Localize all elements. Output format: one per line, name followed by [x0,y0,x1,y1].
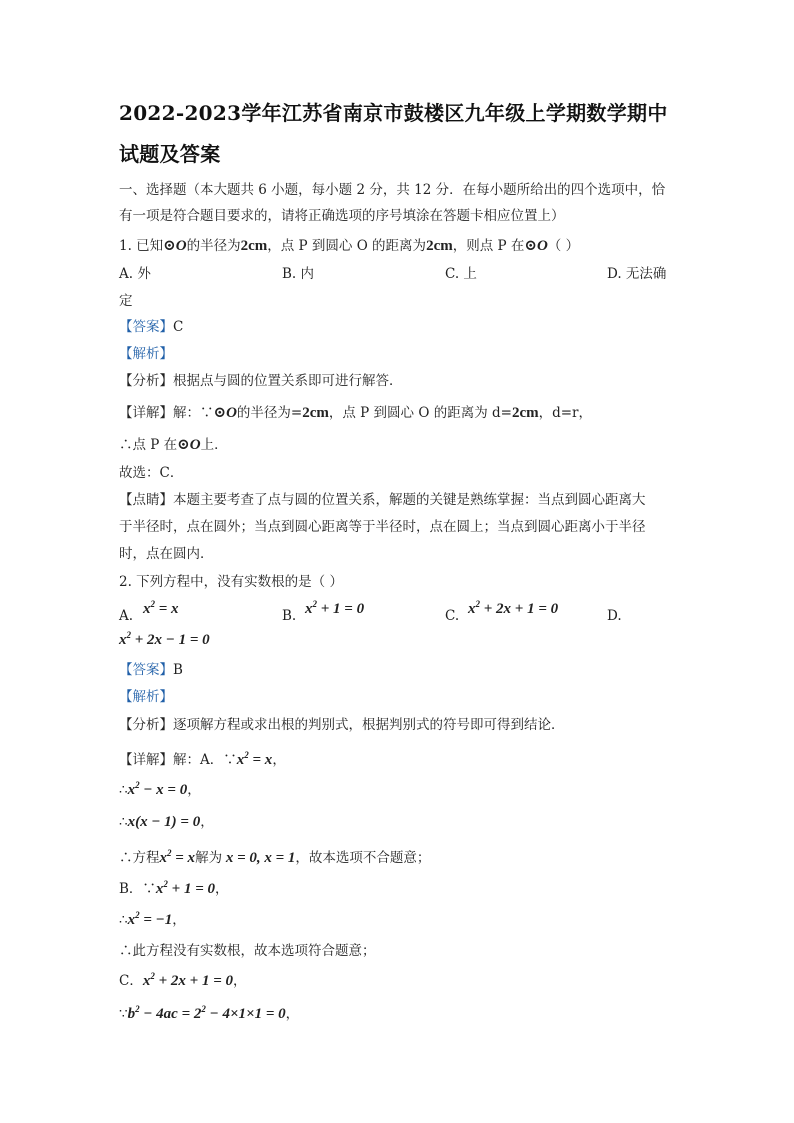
comma: ， [285,1006,300,1022]
q2-detail-a [119,751,286,769]
q2-step-3-a: ∴方程 [119,850,160,866]
answer-tag: 【答案】 [119,319,173,335]
comma: ， [215,881,229,897]
q2-detail-b-text: B．∵ [119,881,156,897]
q1-option-d-cont: 定 [119,293,133,309]
q1-detail-b: 的半径为= [236,405,303,421]
q1-note-line3: 时，点在圆内． [119,546,214,562]
dianjing-text: 本题主要考查了点与圆的位置关系，解题的关键是熟练掌握：当点到圆心距离大 [173,492,646,508]
q1-radius: 2cm [302,405,329,421]
q1-therefore-b: 上． [200,437,228,453]
q2-formula: $x^2 + 1 = 0$ [155,879,216,897]
q2-step-5: ∴此方程没有实数根，故本选项符合题意； [119,943,376,959]
q2-formula: $b^2 - 4ac = 2^2 - 4\times 1\times 1 = 0$ [127,1004,286,1022]
q2-analysis [119,716,565,734]
comma: ， [187,782,201,798]
q1-detail-a: 解：∵ [173,405,214,421]
fenxi-text: 逐项解方程或求出根的判别式，根据判别式的符号即可得到结论． [173,717,565,733]
dianjing-tag: 【点睛】 [119,492,173,508]
fenxi-tag: 【分析】 [119,373,173,389]
because-symbol: ∵ [119,1006,128,1022]
q2-formula: x(x − 1) = 0 [127,814,201,830]
q2-step-3 [119,849,430,867]
q2-answer [119,661,183,679]
answer-value: C [173,319,184,335]
jiexi-tag: 【解析】 [119,689,173,705]
q1-option-b: B. 内 [282,266,315,282]
q2-detail-a-text: 解：A．∵ [173,752,237,768]
q1-therefore-a: ∴点 P 在 [119,437,178,453]
section-heading-line1: 一、选择题（本大题共 6 小题，每小题 2 分，共 12 分．在每小题所给出的四个选项中，恰 [119,182,666,198]
q1-option-c: C. 上 [445,266,477,282]
q2-formula: $x^2 - x = 0$ [127,780,188,798]
q2-formula: $x^2 + 2x + 1 = 0$ [142,971,233,989]
fenxi-tag: 【分析】 [119,717,173,733]
q1-detail-c: ，点 P 到圆心 O 的距离为 d= [328,405,512,421]
q2-option-c-label: C. [445,608,460,624]
xiangjie-tag: 【详解】 [119,752,173,768]
answer-tag: 【答案】 [119,662,173,678]
q1-stem-b: 的半径为 [186,238,241,254]
q2-step-6 [119,1005,299,1023]
document-title-line2: 试题及答案 [119,142,221,166]
therefore-symbol: ∴ [119,912,128,928]
section-heading-line2: 有一项是符合题目要求的，请将正确选项的序号填涂在答题卡相应位置上） [119,208,565,224]
q1-distance: 2cm [426,238,453,254]
q2-option-d-label: D. [607,608,622,624]
comma: ， [172,912,186,928]
q1-choose: 故选：C． [119,465,184,481]
q1-option-a: A. 外 [119,266,151,282]
q1-detail-d: ，d=r， [538,405,593,421]
q2-option-a-formula: $x^2 = x$ [143,599,179,617]
q2-step-4 [119,911,186,929]
xiangjie-tag: 【详解】 [119,405,173,421]
q1-radius: 2cm [240,238,268,254]
q2-detail-b [119,880,229,898]
q1-analysis [119,372,403,390]
q2-option-b-label: B. [282,608,297,624]
q1-note-line1 [119,491,646,509]
q2-step-3-d: ，故本选项不合题意； [295,850,431,866]
comma: ， [272,752,286,768]
q1-note-line2: 于半径时，点在圆外；当点到圆心距离等于半径时，点在圆上；当点到圆心距离小于半径 [119,519,646,535]
q2-formula: x = 0, x = 1 [222,850,296,866]
q1-answer [119,318,183,336]
q1-detail [119,404,592,422]
q2-detail-c-text: C． [119,973,143,989]
q2-option-c-formula: $x^2 + 2x + 1 = 0$ [468,599,559,617]
q1-stem-e: （ ） [547,238,580,254]
q2-detail-c [119,972,247,990]
q2-step-3-b: 解 [195,850,209,866]
q1-stem [119,237,579,255]
q1-stem-c: ，点 P 到圆心 O 的距离为 [267,238,427,254]
comma: ， [233,973,247,989]
q2-step-2 [119,813,214,831]
q2-option-a-label: A. [119,608,134,624]
q2-formula: $x^2 = x$ [159,848,196,866]
q1-stem-a: 1. 已知 [119,238,164,254]
jiexi-tag: 【解析】 [119,346,173,362]
q2-step-3-c: 为 [208,850,223,866]
q2-formula: $x^2 = -1$ [127,910,173,928]
odot-symbol: ⊙O [524,238,548,254]
therefore-symbol: ∴ [119,814,128,830]
comma: ， [200,814,214,830]
fenxi-text: 根据点与圆的位置关系即可进行解答． [173,373,403,389]
odot-symbol: ⊙O [163,238,187,254]
q2-stem: 2. 下列方程中，没有实数根的是（ ） [119,574,343,590]
therefore-symbol: ∴ [119,782,128,798]
q1-distance: 2cm [511,405,539,421]
q2-step-1 [119,781,201,799]
odot-symbol: ⊙O [177,437,201,453]
document-title-line1: 2022-2023学年江苏省南京市鼓楼区九年级上学期数学期中 [119,101,668,125]
q2-option-d-formula: $x^2 + 2x - 1 = 0$ [119,630,210,648]
q1-therefore [119,436,228,454]
odot-symbol: ⊙O [213,405,237,421]
q2-option-b-formula: $x^2 + 1 = 0$ [305,599,365,617]
answer-value: B [173,662,183,678]
q1-option-d: D. 无法确 [607,266,667,282]
q1-stem-d: ，则点 P 在 [452,238,525,254]
q2-formula: $x^2 = x$ [236,750,273,768]
